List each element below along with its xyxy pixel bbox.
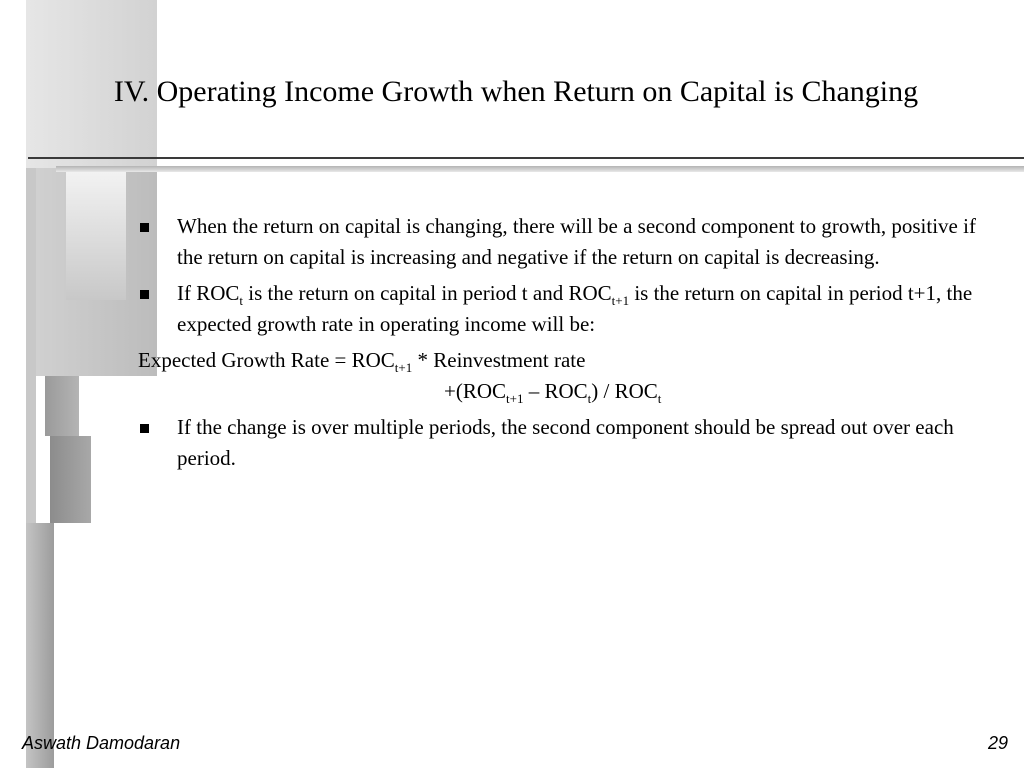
bullet-square-icon xyxy=(140,424,149,433)
formula-1-text-a: Expected Growth Rate = ROC xyxy=(138,348,395,372)
bullet-2-sub-a: t xyxy=(239,293,244,309)
decor-bar-left-strip-2 xyxy=(26,168,36,523)
formula-2-text-c: ) / ROC xyxy=(591,379,658,403)
decor-bar-inner xyxy=(66,172,126,300)
bullet-item-1 xyxy=(138,211,988,273)
formula-2-sub-3: t xyxy=(657,391,662,407)
formula-2-text-a: +(ROC xyxy=(444,379,507,403)
bullet-2-text-c: is the return on capital in period t+1, the expected growth rate in operating income will be: xyxy=(177,281,973,336)
bullet-square-icon xyxy=(140,223,149,232)
formula-2-sub-1: t+1 xyxy=(506,391,524,407)
formula-line-2 xyxy=(138,376,988,407)
bullet-text-3: If the change is over multiple periods, the second component should be spread out over each period. xyxy=(177,415,954,470)
formula-2-text-b: – ROC xyxy=(523,379,588,403)
bullet-text-1: When the return on capital is changing, there will be a second component to growth, positive if the return on capital is increasing and negative if the return on capital is decreasing. xyxy=(177,214,976,269)
formula-1-sub: t+1 xyxy=(394,360,413,376)
decor-bar-left-strip xyxy=(26,523,54,768)
footer-page-number: 29 xyxy=(987,733,1008,753)
formula-line-1 xyxy=(138,345,988,376)
bullet-2-text-a: If ROC xyxy=(177,281,240,305)
bullet-item-3 xyxy=(138,412,988,474)
bullet-item-2 xyxy=(138,278,988,340)
decor-bar-dark-2 xyxy=(50,436,91,523)
bullet-2-sub-b: t+1 xyxy=(611,293,630,309)
slide-title: IV. Operating Income Growth when Return on Capital is Changing xyxy=(113,75,919,108)
title-divider-shadow xyxy=(56,166,1024,172)
slide-body xyxy=(138,211,988,479)
footer-author: Aswath Damodaran xyxy=(22,733,181,753)
bullet-square-icon xyxy=(140,290,149,299)
formula-2-sub-2: t xyxy=(587,391,592,407)
formula-1-text-b: * Reinvestment rate xyxy=(412,348,586,372)
decor-bar-dark-1 xyxy=(45,376,79,436)
bullet-2-text-b: is the return on capital in period t and ROC xyxy=(243,281,612,305)
title-divider xyxy=(28,157,1024,159)
